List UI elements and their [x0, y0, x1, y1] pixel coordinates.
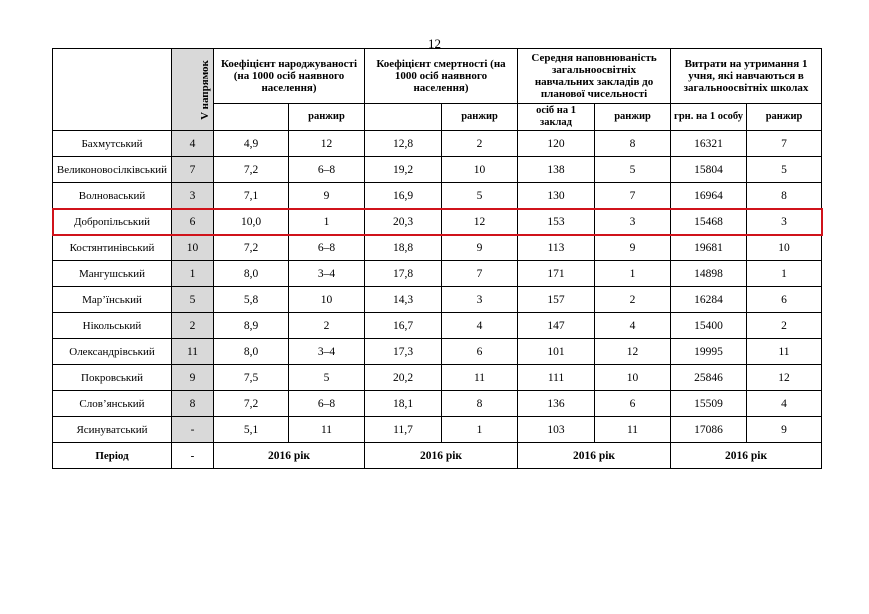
table-row [53, 261, 822, 287]
birth-rate-rank: 5 [289, 365, 365, 391]
school-cost-rank: 12 [747, 365, 822, 391]
birth-rate-value: 7,2 [214, 157, 289, 183]
district-name: Костянтинівський [53, 235, 172, 261]
birth-rate-rank: 11 [289, 417, 365, 443]
birth-rate-rank: 3–4 [289, 261, 365, 287]
period-direction: - [172, 443, 214, 469]
school-fill-value: 138 [518, 157, 595, 183]
direction-value: 7 [172, 157, 214, 183]
birth-rate-rank: 9 [289, 183, 365, 209]
death-rate-rank: 8 [442, 391, 518, 417]
birth-rate-rank: 12 [289, 131, 365, 157]
table-row [53, 209, 822, 235]
table-row [53, 365, 822, 391]
birth-rate-rank: 1 [289, 209, 365, 235]
school-fill-rank: 7 [595, 183, 671, 209]
district-indicators-table [52, 48, 822, 469]
school-cost-value: 16321 [671, 131, 747, 157]
birth-rate-rank: 6–8 [289, 157, 365, 183]
school-cost-value: 16964 [671, 183, 747, 209]
death-rate-value: 20,3 [365, 209, 442, 235]
school-cost-value: 14898 [671, 261, 747, 287]
direction-value: 1 [172, 261, 214, 287]
death-rate-value: 20,2 [365, 365, 442, 391]
district-name: Мар’їнський [53, 287, 172, 313]
table-row [53, 339, 822, 365]
subheader-death-value [365, 104, 442, 131]
death-rate-value: 16,7 [365, 313, 442, 339]
death-rate-value: 12,8 [365, 131, 442, 157]
direction-value: 9 [172, 365, 214, 391]
death-rate-rank: 2 [442, 131, 518, 157]
death-rate-rank: 3 [442, 287, 518, 313]
death-rate-rank: 4 [442, 313, 518, 339]
school-cost-value: 25846 [671, 365, 747, 391]
direction-value: 6 [172, 209, 214, 235]
birth-rate-value: 8,0 [214, 261, 289, 287]
page-number: 12 [428, 36, 441, 51]
death-rate-value: 18,1 [365, 391, 442, 417]
death-rate-value: 17,3 [365, 339, 442, 365]
school-fill-rank: 3 [595, 209, 671, 235]
school-cost-value: 17086 [671, 417, 747, 443]
table-row [53, 417, 822, 443]
direction-value: 2 [172, 313, 214, 339]
subheader-persons-per-school: осіб на 1 заклад [518, 104, 595, 131]
school-cost-rank: 10 [747, 235, 822, 261]
subheader-fill-rank: ранжир [595, 104, 671, 131]
school-fill-value: 111 [518, 365, 595, 391]
birth-rate-rank: 3–4 [289, 339, 365, 365]
subheader-death-rank: ранжир [442, 104, 518, 131]
subheader-birth-rank: ранжир [289, 104, 365, 131]
birth-rate-value: 7,1 [214, 183, 289, 209]
school-cost-value: 16284 [671, 287, 747, 313]
header-birth-rate: Коефіцієнт народжуваності (на 1000 осіб наявного населення) [214, 49, 365, 104]
school-fill-value: 136 [518, 391, 595, 417]
district-name: Волноваський [53, 183, 172, 209]
school-cost-rank: 9 [747, 417, 822, 443]
school-fill-value: 157 [518, 287, 595, 313]
period-label: Період [53, 443, 172, 469]
direction-value: 3 [172, 183, 214, 209]
school-fill-value: 101 [518, 339, 595, 365]
school-fill-value: 171 [518, 261, 595, 287]
school-fill-rank: 8 [595, 131, 671, 157]
school-cost-rank: 8 [747, 183, 822, 209]
direction-value: 5 [172, 287, 214, 313]
district-name: Мангушський [53, 261, 172, 287]
death-rate-value: 17,8 [365, 261, 442, 287]
subheader-cost-rank: ранжир [747, 104, 822, 131]
death-rate-value: 11,7 [365, 417, 442, 443]
district-name: Нікольський [53, 313, 172, 339]
birth-rate-rank: 10 [289, 287, 365, 313]
school-cost-rank: 2 [747, 313, 822, 339]
table-row [53, 313, 822, 339]
school-cost-rank: 11 [747, 339, 822, 365]
school-cost-value: 19681 [671, 235, 747, 261]
direction-value: 4 [172, 131, 214, 157]
death-rate-rank: 5 [442, 183, 518, 209]
school-cost-value: 15804 [671, 157, 747, 183]
school-fill-rank: 1 [595, 261, 671, 287]
period-row [53, 443, 822, 469]
district-name: Бахмутський [53, 131, 172, 157]
death-rate-rank: 12 [442, 209, 518, 235]
death-rate-value: 18,8 [365, 235, 442, 261]
death-rate-value: 16,9 [365, 183, 442, 209]
death-rate-rank: 11 [442, 365, 518, 391]
school-cost-value: 15400 [671, 313, 747, 339]
school-fill-value: 113 [518, 235, 595, 261]
school-fill-rank: 9 [595, 235, 671, 261]
school-cost-value: 15468 [671, 209, 747, 235]
school-fill-rank: 12 [595, 339, 671, 365]
subheader-uah-per-person: грн. на 1 особу [671, 104, 747, 131]
direction-value: 8 [172, 391, 214, 417]
header-school-costs: Витрати на утримання 1 учня, які навчаються в загальноосвітніх школах [671, 49, 822, 104]
school-cost-value: 15509 [671, 391, 747, 417]
birth-rate-value: 7,5 [214, 365, 289, 391]
death-rate-rank: 10 [442, 157, 518, 183]
school-fill-value: 153 [518, 209, 595, 235]
header-blank-cell [53, 49, 172, 131]
birth-rate-value: 10,0 [214, 209, 289, 235]
school-cost-rank: 5 [747, 157, 822, 183]
school-fill-value: 147 [518, 313, 595, 339]
district-name: Ясинуватський [53, 417, 172, 443]
header-death-rate: Коефіцієнт смертності (на 1000 осіб наявного населення) [365, 49, 518, 104]
death-rate-rank: 9 [442, 235, 518, 261]
school-fill-rank: 11 [595, 417, 671, 443]
school-cost-rank: 4 [747, 391, 822, 417]
period-death-year: 2016 рік [365, 443, 518, 469]
district-name: Добропільський [53, 209, 172, 235]
birth-rate-value: 5,1 [214, 417, 289, 443]
school-fill-rank: 5 [595, 157, 671, 183]
death-rate-rank: 1 [442, 417, 518, 443]
district-name: Слов’янський [53, 391, 172, 417]
header-direction [172, 49, 214, 131]
table-row [53, 131, 822, 157]
table-row [53, 391, 822, 417]
school-cost-rank: 3 [747, 209, 822, 235]
school-cost-rank: 1 [747, 261, 822, 287]
birth-rate-value: 7,2 [214, 391, 289, 417]
district-name: Олександрівський [53, 339, 172, 365]
school-fill-rank: 6 [595, 391, 671, 417]
header-direction-label: V напрямок [198, 59, 211, 120]
district-name: Покровський [53, 365, 172, 391]
table-row [53, 183, 822, 209]
school-fill-rank: 10 [595, 365, 671, 391]
school-fill-value: 103 [518, 417, 595, 443]
death-rate-value: 19,2 [365, 157, 442, 183]
direction-value: 11 [172, 339, 214, 365]
period-birth-year: 2016 рік [214, 443, 365, 469]
birth-rate-rank: 2 [289, 313, 365, 339]
birth-rate-value: 5,8 [214, 287, 289, 313]
school-cost-value: 19995 [671, 339, 747, 365]
table-row [53, 287, 822, 313]
birth-rate-value: 8,0 [214, 339, 289, 365]
school-fill-rank: 2 [595, 287, 671, 313]
period-fill-year: 2016 рік [518, 443, 671, 469]
death-rate-rank: 6 [442, 339, 518, 365]
birth-rate-rank: 6–8 [289, 235, 365, 261]
school-cost-rank: 7 [747, 131, 822, 157]
table-row [53, 235, 822, 261]
birth-rate-rank: 6–8 [289, 391, 365, 417]
table-row [53, 157, 822, 183]
district-name: Великоновосілківський [53, 157, 172, 183]
school-fill-value: 130 [518, 183, 595, 209]
subheader-birth-value [214, 104, 289, 131]
school-fill-rank: 4 [595, 313, 671, 339]
birth-rate-value: 4,9 [214, 131, 289, 157]
school-cost-rank: 6 [747, 287, 822, 313]
birth-rate-value: 7,2 [214, 235, 289, 261]
birth-rate-value: 8,9 [214, 313, 289, 339]
direction-value: 10 [172, 235, 214, 261]
school-fill-value: 120 [518, 131, 595, 157]
direction-value: - [172, 417, 214, 443]
header-school-fill: Середня наповнюваність загальноосвітніх навчальних закладів до планової чисельності [518, 49, 671, 104]
period-cost-year: 2016 рік [671, 443, 822, 469]
death-rate-value: 14,3 [365, 287, 442, 313]
death-rate-rank: 7 [442, 261, 518, 287]
